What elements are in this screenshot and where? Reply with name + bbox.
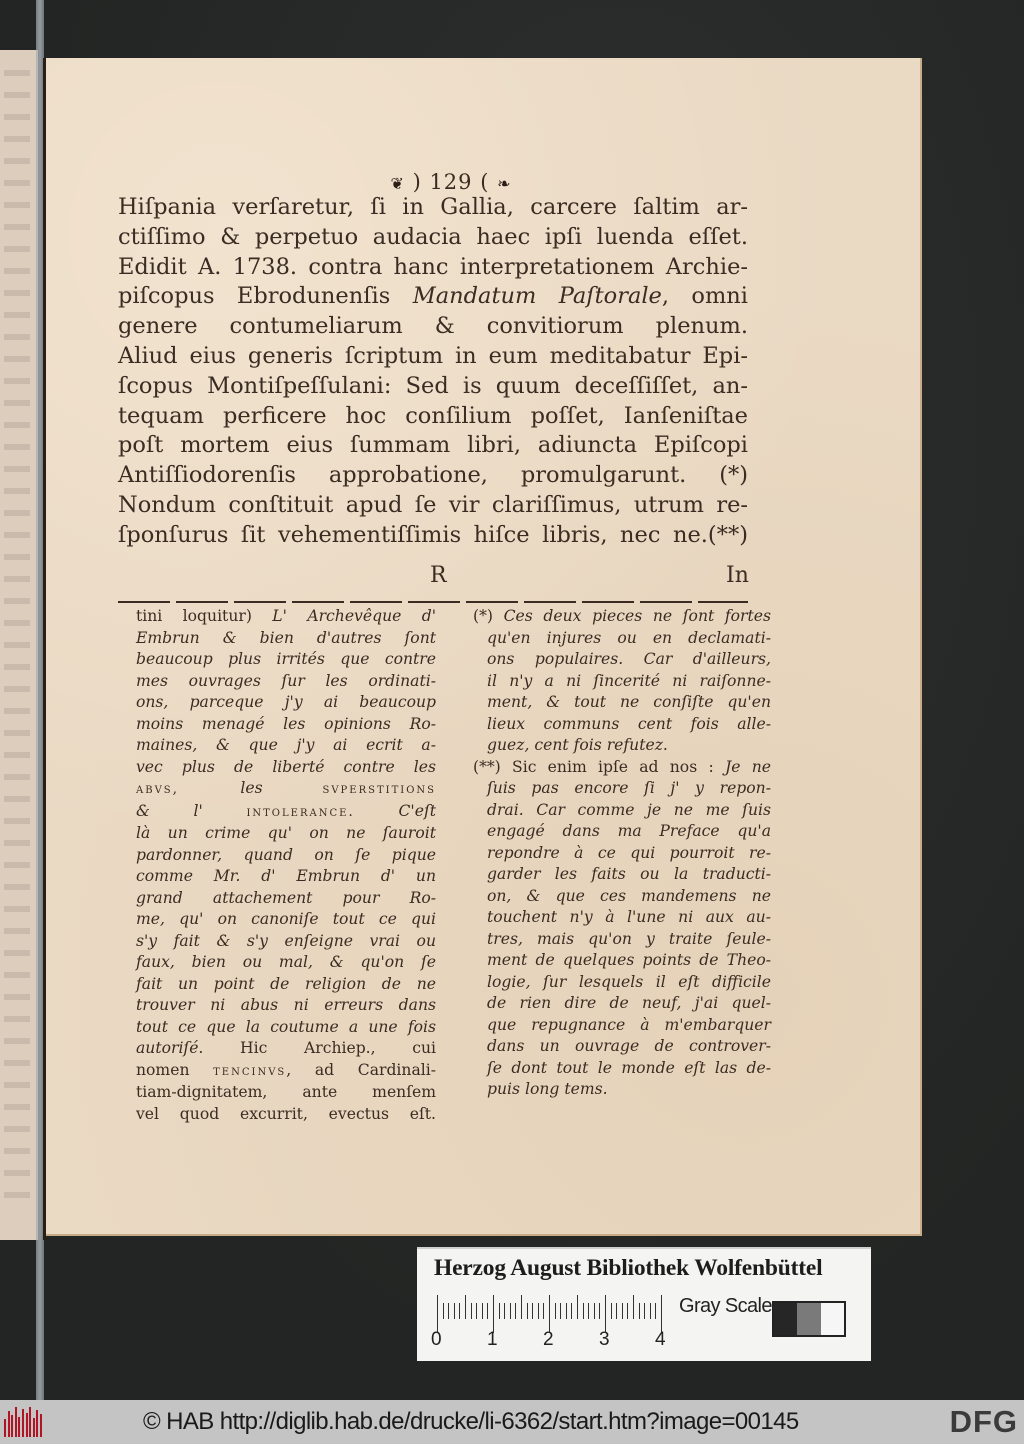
- footnote-line: ſe dont tout le monde eſt las de-: [487, 1058, 771, 1077]
- main-text-line: tequam perficere hoc conſilium poſſet, Ianſeniſtae: [118, 402, 748, 429]
- footnote-line: (**) Sic enim ipſe ad nos : Je ne: [473, 757, 771, 776]
- footnote-line: que repugnance à m'embarquer: [487, 1015, 771, 1034]
- library-scale-label: [417, 1247, 871, 1361]
- footnote-line: guez, cent fois refutez.: [487, 736, 668, 754]
- footer-bar: [0, 1400, 1024, 1444]
- ornament-left-icon: ❦: [390, 174, 405, 193]
- footnote-line: il n'y a ni ſincerité ni raiſonne-: [487, 671, 771, 690]
- main-text-line: Antiſſiodorenſis approbatione, promulgarunt. (*): [118, 462, 748, 489]
- footnote-line: nomen tencinvs, ad Cardinali-: [136, 1060, 436, 1079]
- footnote-line: moins menagé les opinions Ro-: [136, 714, 436, 733]
- gray-scale-swatch: [772, 1301, 846, 1337]
- main-text-line: poſt mortem eius ſummam libri, adiuncta Epiſcopi: [118, 432, 748, 459]
- main-text-line: ctiſſimo & perpetuo audacia haec ipſi luenda eſſet.: [118, 223, 748, 250]
- main-text-line: ſponſurus ſit vehementiſſimis hiſce libris, nec ne.(**): [118, 521, 748, 548]
- gray-scale-label: Gray Scale: [679, 1295, 772, 1317]
- footnote-line: vec plus de liberté contre les: [136, 757, 436, 776]
- footnote-line: ment de quelques points de Theo-: [487, 951, 771, 969]
- copyright-link[interactable]: © HAB http://diglib.hab.de/drucke/li-6362/start.htm?image=00145: [143, 1408, 799, 1435]
- main-text-line: ſcopus Montiſpeſſulani: Sed is quum deceſſiſſet, an-: [118, 372, 748, 399]
- ruler-number: 1: [487, 1329, 498, 1350]
- gray-scale-patch: [774, 1303, 797, 1335]
- footnote-line: logie, ſur lesquels il eſt difficile: [487, 972, 771, 991]
- footnote-line: tres, mais qu'on y traite ſeule-: [487, 929, 771, 948]
- footnote-line: tini loquitur) L' Archevêque d': [136, 607, 436, 625]
- gray-scale-patch: [797, 1303, 820, 1335]
- ruler-numbers: [431, 1329, 691, 1351]
- signature-mark: R: [430, 563, 447, 588]
- footnote-line: (*) Ces deux pieces ne ſont fortes: [473, 607, 772, 625]
- footnote-line: abvs, les svperstitions: [136, 779, 436, 797]
- ruler-number: 2: [543, 1329, 554, 1350]
- footnote-line: s'y fait & s'y enſeigne vrai ou: [136, 931, 436, 950]
- cm-ruler: [437, 1295, 667, 1333]
- footnote-line: mes ouvrages ſur les ordinati-: [136, 671, 436, 690]
- footnote-line: maines, & que j'y ai ecrit a-: [136, 736, 436, 754]
- footnote-line: touchent n'y à l'une ni aux au-: [487, 908, 771, 926]
- footnote-line: tiam-dignitatem, ante menſem: [136, 1083, 436, 1101]
- footnote-line: lieux communs cent fois alle-: [487, 714, 771, 733]
- footnote-separator-rule: [118, 601, 748, 603]
- footnote-line: on, & que ces mandemens ne: [487, 886, 771, 905]
- footnote-line: me, qu' on canoniſe tout ce qui: [136, 910, 436, 928]
- footnote-line: engagé dans ma Preface qu'a: [487, 822, 771, 840]
- footnote-line: ons, parceque j'y ai beaucoup: [136, 693, 436, 711]
- running-head: [376, 170, 526, 194]
- catchword: In: [726, 563, 749, 588]
- main-text-line: piſcopus Ebrodunenſis Mandatum Paſtorale, omni: [118, 283, 748, 310]
- footnote-line: garder les faits ou la traducti-: [487, 865, 771, 883]
- footnote-line: faux, bien ou mal, & qu'on ſe: [136, 953, 436, 971]
- footnote-line: autoriſé. Hic Archiep., cui: [136, 1039, 436, 1057]
- footnote-line: beaucoup plus irrités que contre: [136, 650, 436, 668]
- footnote-line: & l' intolerance. C'eſt: [136, 801, 436, 820]
- footnote-right-column: [473, 606, 771, 1101]
- footnote-line: là un crime qu' on ne ſauroit: [136, 824, 436, 842]
- dfg-logo: DFG: [949, 1404, 1018, 1439]
- footnote-line: trouver ni abus ni erreurs dans: [136, 996, 436, 1014]
- page-number: ) 129 (: [412, 170, 490, 194]
- main-text-line: Aliud eius generis ſcriptum in eum meditabatur Epi-: [118, 342, 748, 369]
- footnote-left-column: [136, 606, 436, 1125]
- footnote-line: grand attachement pour Ro-: [136, 888, 436, 907]
- adjacent-page-edge: [0, 50, 38, 1240]
- institution-name: Herzog August Bibliothek Wolfenbüttel: [434, 1255, 823, 1281]
- footnote-line: tout ce que la coutume a une fois: [136, 1017, 436, 1036]
- footnote-line: qu'en injures ou en declamati-: [487, 628, 771, 647]
- ruler-number: 3: [599, 1329, 610, 1350]
- footnote-line: repondre à ce qui pourroit re-: [487, 843, 771, 862]
- footnote-line: dans un ouvrage de controver-: [487, 1037, 771, 1055]
- ruler-number: 4: [655, 1329, 666, 1350]
- footnote-line: de rien dire de neuf, j'ai quel-: [487, 994, 771, 1012]
- footnote-line: comme Mr. d' Embrun d' un: [136, 867, 436, 885]
- footnote-line: ment, & tout ne conſiſte qu'en: [487, 693, 771, 711]
- main-text-line: genere contumeliarum & convitiorum plenum.: [118, 313, 748, 340]
- main-text-line: Hiſpania verſaretur, ſi in Gallia, carcere ſaltim ar-: [118, 194, 748, 220]
- main-text-line: Edidit A. 1738. contra hanc interpretationem Archie-: [118, 253, 748, 280]
- footnote-line: Embrun & bien d'autres ſont: [136, 628, 436, 647]
- main-text: [118, 193, 748, 551]
- footnote-line: drai. Car comme je ne me ſuis: [487, 800, 771, 819]
- ornament-right-icon: ❧: [497, 174, 512, 193]
- footnote-line: ſuis pas encore ſi j' y repon-: [487, 779, 771, 797]
- main-text-line: Nondum conſtituit apud ſe vir clariſſimus, utrum re-: [118, 491, 748, 518]
- hab-logo-icon: [4, 1407, 46, 1437]
- footnote-line: puis long tems.: [487, 1080, 608, 1098]
- footnote-line: fait un point de religion de ne: [136, 974, 436, 993]
- footnote-line: ons populaires. Car d'ailleurs,: [487, 650, 771, 668]
- footnote-line: pardonner, quand on ſe pique: [136, 845, 436, 864]
- footnote-line: vel quod excurrit, evectus eſt.: [136, 1104, 436, 1123]
- ruler-number: 0: [431, 1329, 442, 1350]
- gray-scale-patch: [821, 1303, 844, 1335]
- book-page: [46, 58, 922, 1236]
